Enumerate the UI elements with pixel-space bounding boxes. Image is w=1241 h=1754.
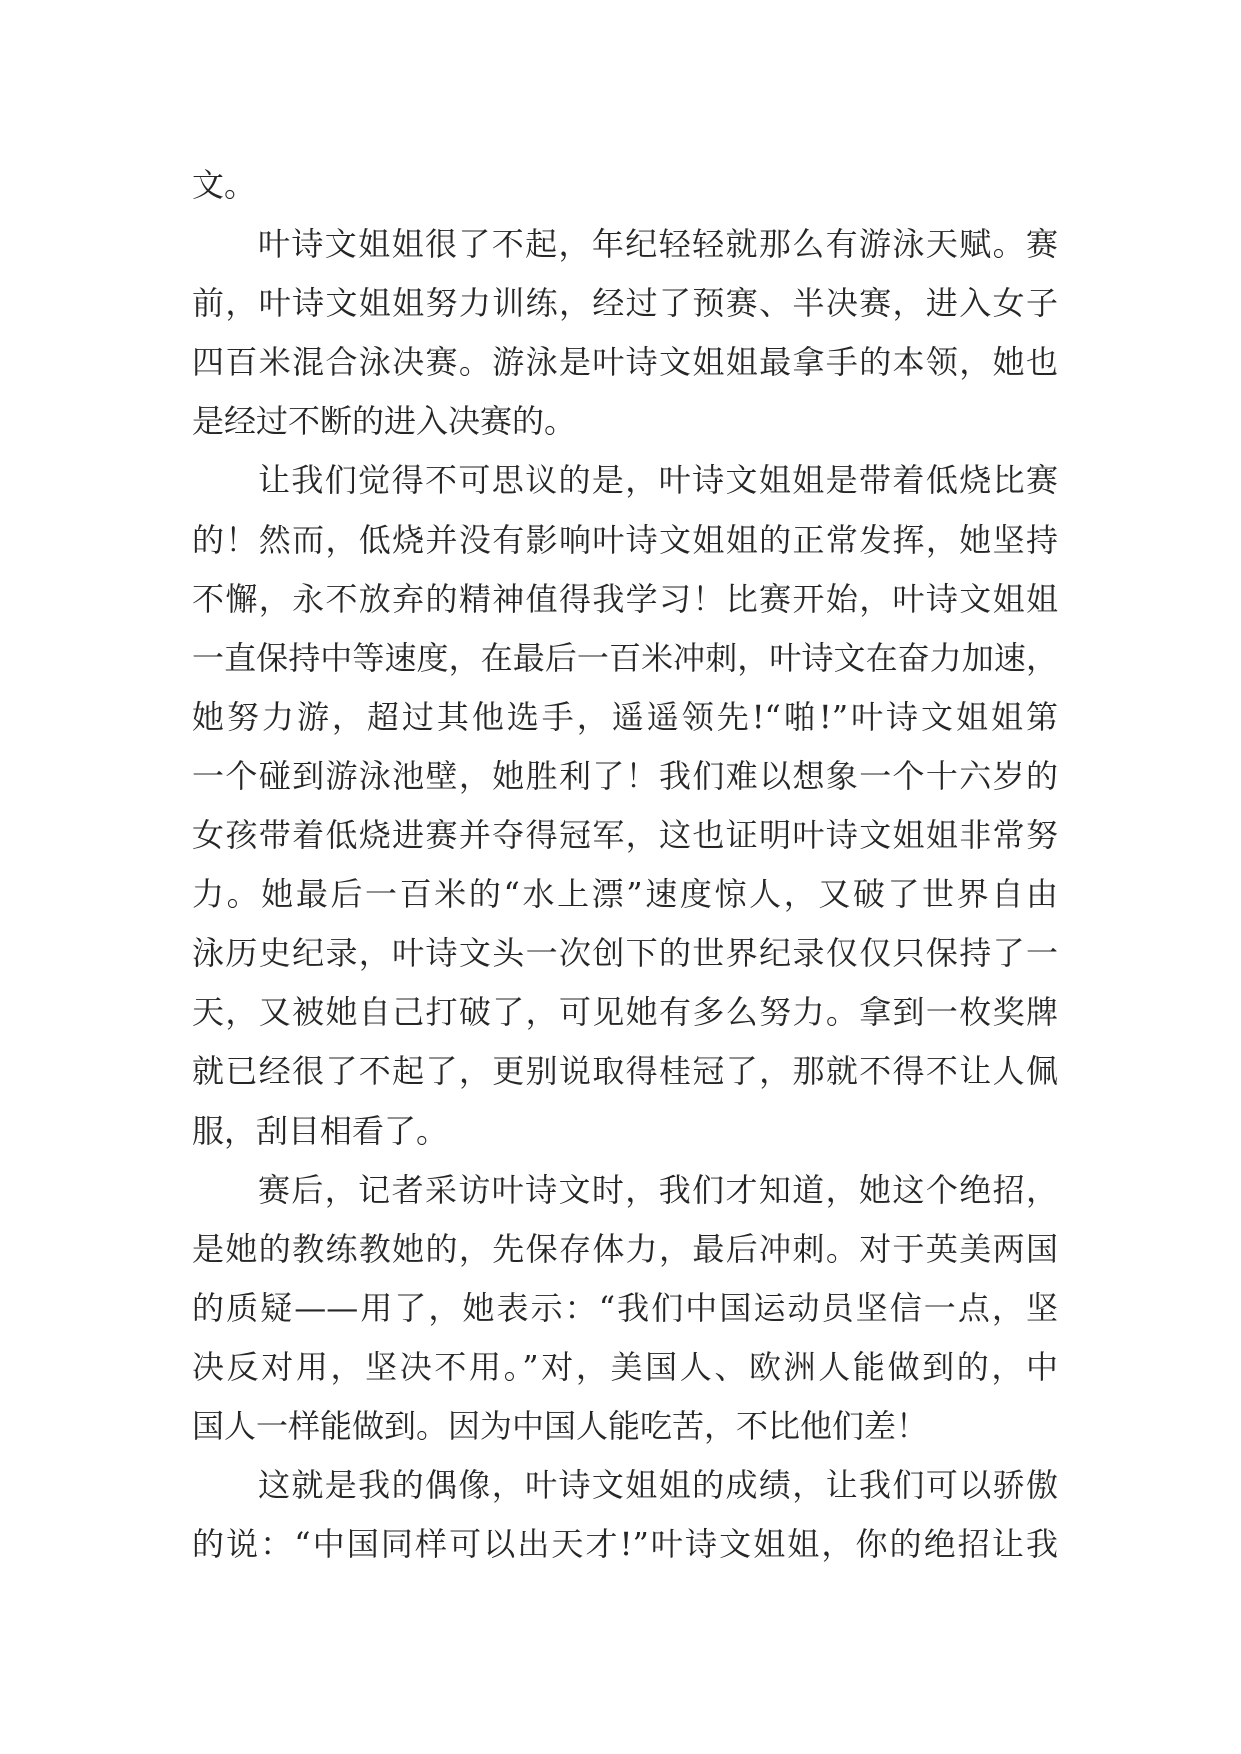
text-line: 决反对用，坚决不用。”对，美国人、欧洲人能做到的，中 — [192, 1347, 1058, 1386]
text-line: 她努力游，超过其他选手，遥遥领先!“啪!”叶诗文姐姐第 — [192, 697, 1058, 736]
text-line: 服，刮目相看了。 — [192, 1111, 449, 1150]
text-line: 国人一样能做到。因为中国人能吃苦，不比他们差！ — [192, 1406, 929, 1445]
text-line: 的！然而，低烧并没有影响叶诗文姐姐的正常发挥，她坚持 — [192, 520, 1058, 559]
text-line: 女孩带着低烧进赛并夺得冠军，这也证明叶诗文姐姐非常努 — [192, 816, 1058, 855]
text-line: 的说：“中国同样可以出天才!”叶诗文姐姐，你的绝招让我 — [192, 1525, 1058, 1564]
text-line: 力。她最后一百米的“水上漂”速度惊人，又破了世界自由 — [192, 875, 1058, 914]
text-line: 天，又被她自己打破了，可见她有多么努力。拿到一枚奖牌 — [192, 993, 1058, 1032]
text-line: 就已经很了不起了，更别说取得桂冠了，那就不得不让人佩 — [192, 1052, 1058, 1091]
text-line: 叶诗文姐姐很了不起，年纪轻轻就那么有游泳天赋。赛 — [258, 225, 1058, 264]
text-line: 让我们觉得不可思议的是，叶诗文姐姐是带着低烧比赛 — [258, 461, 1058, 500]
text-line: 前，叶诗文姐姐努力训练，经过了预赛、半决赛，进入女子 — [192, 284, 1058, 323]
text-line: 泳历史纪录，叶诗文头一次创下的世界纪录仅仅只保持了一 — [192, 934, 1058, 973]
text-line: 一直保持中等速度，在最后一百米冲刺，叶诗文在奋力加速， — [192, 638, 1058, 677]
text-line: 不懈，永不放弃的精神值得我学习！比赛开始，叶诗文姐姐 — [192, 579, 1058, 618]
paragraph — [192, 451, 1058, 1160]
text-line: 一个碰到游泳池壁，她胜利了！我们难以想象一个十六岁的 — [192, 756, 1058, 795]
text-line: 四百米混合泳决赛。游泳是叶诗文姐姐最拿手的本领，她也 — [192, 343, 1058, 382]
text-line: 赛后，记者采访叶诗文时，我们才知道，她这个绝招， — [258, 1170, 1058, 1209]
text-line: 是她的教练教她的，先保存体力，最后冲刺。对于英美两国 — [192, 1229, 1058, 1268]
text-line: 是经过不断的进入决赛的。 — [192, 402, 577, 441]
paragraph — [192, 1161, 1058, 1456]
text-line: 这就是我的偶像，叶诗文姐姐的成绩，让我们可以骄傲 — [258, 1466, 1058, 1505]
paragraph — [192, 215, 1058, 451]
paragraph — [192, 1456, 1058, 1574]
paragraph — [192, 156, 1058, 215]
text-line: 的质疑——用了，她表示：“我们中国运动员坚信一点，坚 — [192, 1288, 1058, 1327]
body-text — [192, 156, 1058, 1574]
text-line: 文。 — [192, 166, 257, 204]
